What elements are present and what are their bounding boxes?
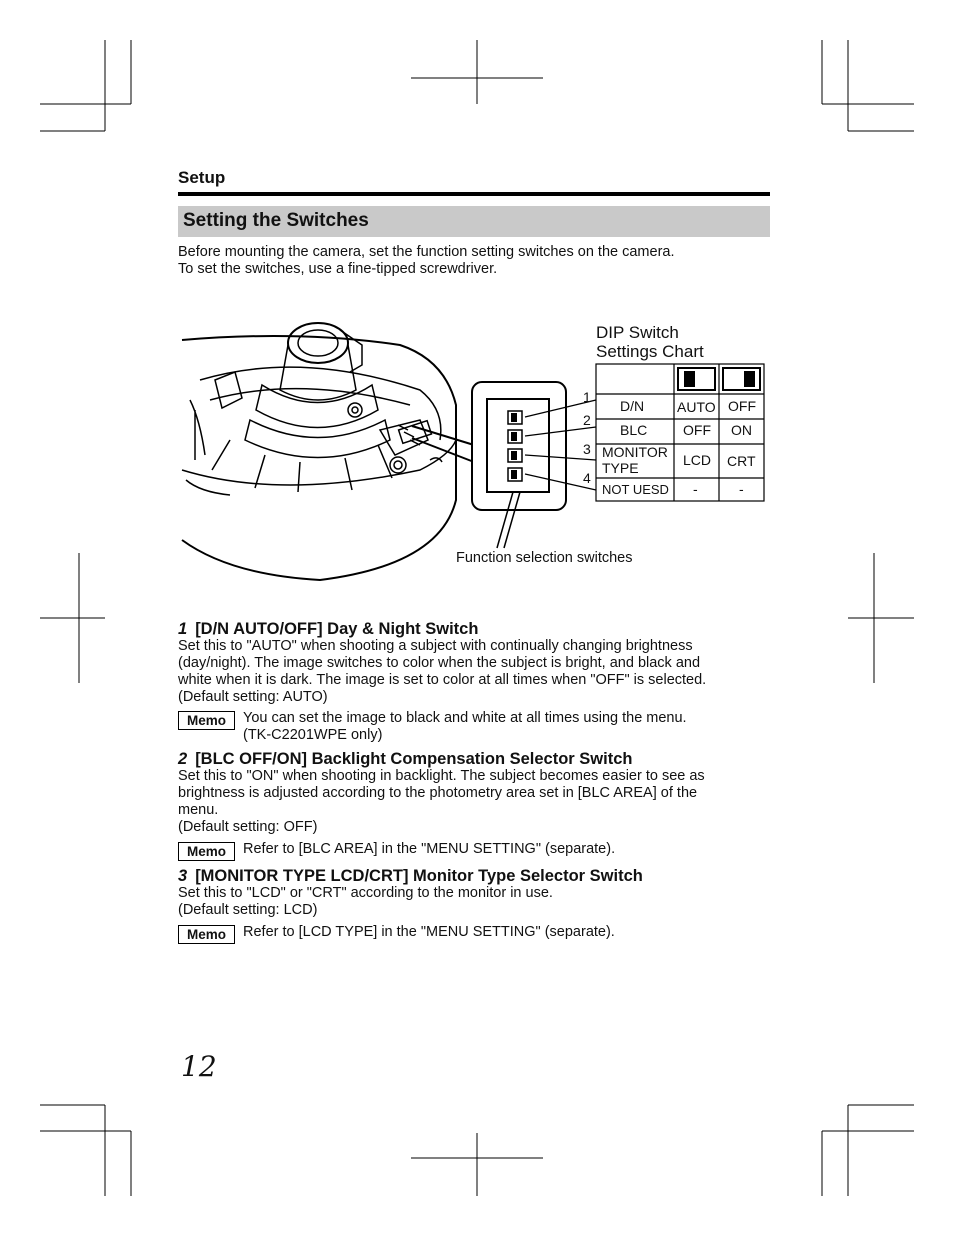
switch-number: 1: [583, 389, 591, 405]
switch-number: 3: [583, 441, 591, 457]
item-heading-3: [178, 867, 643, 886]
dip-switch-2: [508, 430, 522, 443]
row-blc-left: OFF: [683, 422, 711, 438]
chart-title: [596, 323, 704, 361]
page-number: 12: [181, 1050, 217, 1083]
body-line: (Default setting: OFF): [178, 819, 318, 835]
item-body-3: [178, 885, 778, 919]
switch-number: 4: [583, 470, 591, 486]
memo-line: Refer to [LCD TYPE] in the "MENU SETTING" (separate).: [243, 924, 615, 940]
switch-right-position-icon: [723, 368, 760, 390]
row-notused-label: NOT UESD: [602, 482, 669, 497]
dip-switch-3: [508, 449, 522, 462]
chart-title-line: Settings Chart: [596, 342, 704, 361]
intro-line: To set the switches, use a fine-tipped screwdriver.: [178, 261, 498, 277]
body-line: Set this to "AUTO" when shooting a subject with continually changing brightness: [178, 638, 693, 654]
item-number: 2: [178, 750, 188, 768]
row-monitor-label-line: TYPE: [602, 460, 639, 476]
item-heading-text: [BLC OFF/ON] Backlight Compensation Selector Switch: [195, 750, 633, 768]
body-line: menu.: [178, 802, 219, 818]
switch-number: 2: [583, 412, 591, 428]
memo-line: Refer to [BLC AREA] in the "MENU SETTING" (separate).: [243, 841, 616, 857]
body-line: Set this to "LCD" or "CRT" according to the monitor in use.: [178, 885, 553, 901]
memo-badge: Memo: [178, 842, 235, 861]
row-dn-left: AUTO: [677, 399, 716, 415]
memo-text-2: [243, 841, 773, 858]
item-body-1: [178, 638, 778, 706]
memo-text-3: [243, 924, 773, 941]
item-heading-1: [178, 620, 478, 639]
memo-badge: Memo: [178, 925, 235, 944]
item-heading-2: [178, 750, 632, 769]
dip-switch-4: [508, 468, 522, 481]
item-heading-text: [MONITOR TYPE LCD/CRT] Monitor Type Selector Switch: [195, 867, 643, 885]
memo-badge: Memo: [178, 711, 235, 730]
row-monitor-label-line: MONITOR: [602, 444, 668, 460]
memo-line: You can set the image to black and white at all times using the menu.: [243, 710, 687, 726]
item-heading-text: [D/N AUTO/OFF] Day & Night Switch: [195, 620, 479, 638]
row-monitor-label: [602, 444, 668, 476]
chart-title-line: DIP Switch: [596, 323, 679, 342]
item-number: 1: [178, 620, 188, 638]
row-blc-right: ON: [731, 422, 752, 438]
row-dn-label: D/N: [620, 398, 645, 414]
body-line: (day/night). The image switches to color when the subject is bright, and black and: [178, 655, 701, 671]
dip-switch-1: [508, 411, 522, 424]
body-line: (Default setting: AUTO): [178, 689, 328, 705]
row-monitor-right: CRT: [727, 453, 756, 469]
page-title: Setting the Switches: [183, 210, 369, 231]
body-line: (Default setting: LCD): [178, 902, 318, 918]
switch-left-position-icon: [678, 368, 715, 390]
row-notused-right: -: [739, 481, 744, 497]
body-line: white when it is dark. The image is set to color at all times when "OFF" is selected.: [178, 672, 707, 688]
camera-illustration: [182, 323, 456, 580]
intro-line: Before mounting the camera, set the function setting switches on the camera.: [178, 244, 675, 260]
memo-line: (TK-C2201WPE only): [243, 727, 383, 743]
body-line: brightness is adjusted according to the photometry area set in [BLC AREA] of the: [178, 785, 698, 801]
figure-caption: Function selection switches: [456, 550, 633, 566]
item-number: 3: [178, 867, 188, 885]
item-body-2: [178, 768, 778, 836]
row-monitor-left: LCD: [683, 452, 712, 468]
row-dn-right: OFF: [728, 398, 756, 414]
section-label: Setup: [178, 168, 226, 187]
memo-text-1: [243, 710, 773, 744]
row-notused-left: -: [693, 481, 698, 497]
body-line: Set this to "ON" when shooting in backlight. The subject becomes easier to see as: [178, 768, 705, 784]
row-blc-label: BLC: [620, 422, 648, 438]
